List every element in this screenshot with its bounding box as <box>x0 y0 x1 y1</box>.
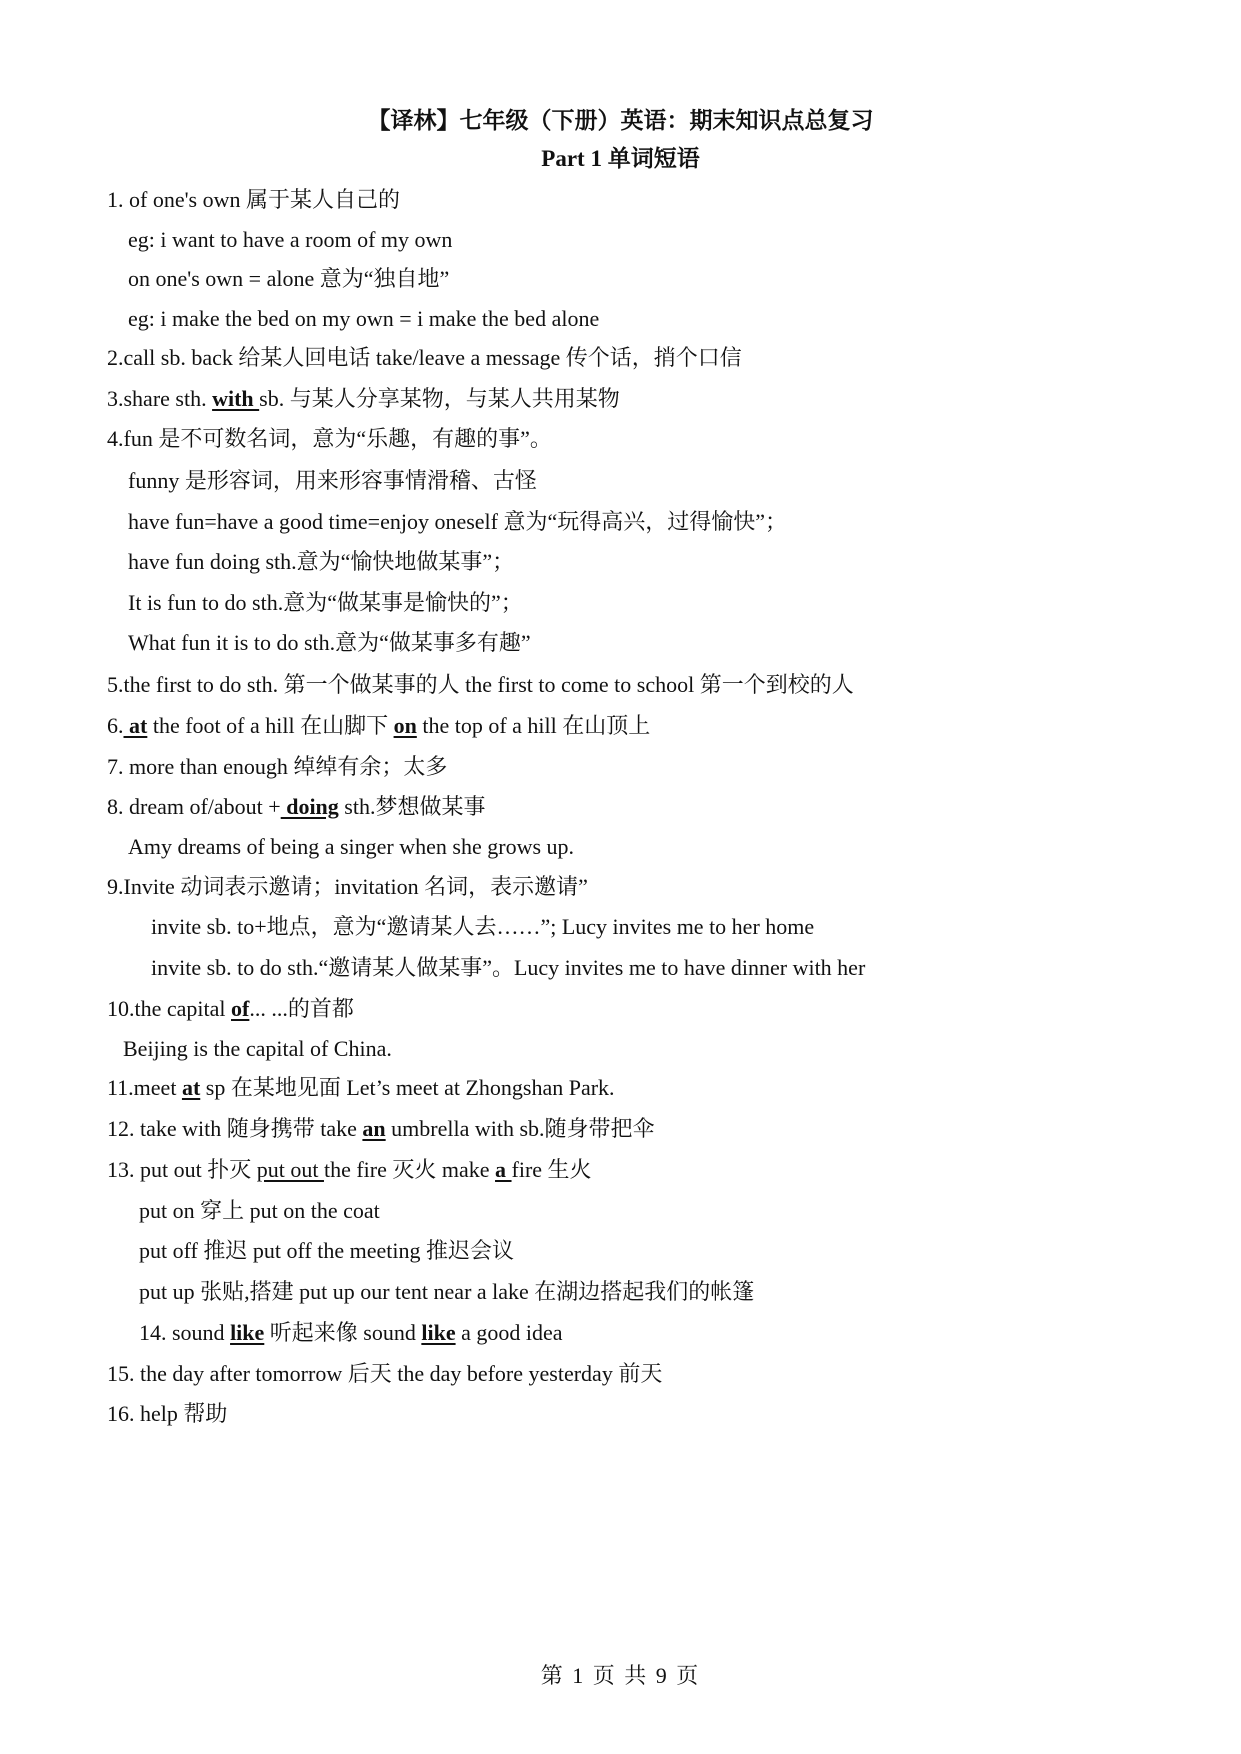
item-13-keyword-a: a <box>495 1157 512 1182</box>
item-16: 16. help 帮助 <box>107 1401 228 1426</box>
item-1: 1. of one's own 属于某人自己的 <box>107 187 401 212</box>
item-13-put-up: put up 张贴,搭建 put up our tent near a lake 在湖边搭起我们的帐篷 <box>139 1279 755 1304</box>
document-title: 【译林】七年级（下册）英语：期末知识点总复习 <box>367 108 874 133</box>
item-14-text-b: 听起来像 sound <box>264 1320 422 1345</box>
item-5: 5.the first to do sth. 第一个做某事的人 the first to come to school 第一个到校的人 <box>107 672 854 697</box>
item-4-have-fun-doing: have fun doing sth.意为“愉快地做某事”； <box>128 549 515 574</box>
item-9-usage-2: invite sb. to do sth.“邀请某人做某事”。Lucy invites me to have dinner with her <box>151 955 866 980</box>
item-3 <box>107 384 620 414</box>
item-11 <box>107 1073 615 1103</box>
item-4-have-fun: have fun=have a good time=enjoy oneself 意为“玩得高兴，过得愉快”； <box>128 509 788 534</box>
item-12-keyword: an <box>362 1116 386 1141</box>
item-14-text-c: a good idea <box>455 1320 563 1345</box>
item-13-keyword-put-out: put out <box>256 1157 324 1182</box>
item-6 <box>107 711 650 741</box>
item-6-text-b: the top of a hill 在山顶上 <box>416 713 651 738</box>
item-9-usage-1: invite sb. to+地点，意为“邀请某人去……”; Lucy invites me to her home <box>151 914 815 939</box>
item-4-funny: funny 是形容词，用来形容事情滑稽、古怪 <box>128 468 537 493</box>
item-10-text-a: 10.the capital <box>107 996 232 1021</box>
item-8-text-b: sth.梦想做某事 <box>338 794 486 819</box>
item-12 <box>107 1114 655 1144</box>
item-2: 2.call sb. back 给某人回电话 take/leave a message 传个话，捎个口信 <box>107 345 742 370</box>
item-11-text-b: sp 在某地见面 Let’s meet at Zhongshan Park. <box>200 1075 615 1100</box>
item-13-text-a: 13. put out 扑灭 <box>107 1157 257 1182</box>
item-12-text-b: umbrella with sb.随身带把伞 <box>385 1116 655 1141</box>
item-1-example-2: eg: i make the bed on my own = i make the bed alone <box>128 306 600 331</box>
item-10 <box>107 994 354 1024</box>
item-1-note: on one's own = alone 意为“独自地” <box>128 266 450 291</box>
section-title: Part 1 单词短语 <box>541 146 700 171</box>
item-3-text-b: sb. 与某人分享某物，与某人共用某物 <box>259 386 620 411</box>
item-11-keyword: at <box>181 1075 201 1100</box>
item-13-text-b: the fire 灭火 make <box>323 1157 496 1182</box>
item-6-text-a: the foot of a hill 在山脚下 <box>147 713 394 738</box>
item-11-text-a: 11.meet <box>107 1075 182 1100</box>
item-4-what-fun: What fun it is to do sth.意为“做某事多有趣” <box>128 630 531 655</box>
page-footer: 第 1 页 共 9 页 <box>540 1663 701 1688</box>
item-6-keyword-on: on <box>393 713 417 738</box>
item-14 <box>139 1318 563 1348</box>
item-15: 15. the day after tomorrow 后天 the day before yesterday 前天 <box>107 1361 663 1386</box>
item-13-put-on: put on 穿上 put on the coat <box>139 1198 380 1223</box>
item-14-keyword-1: like <box>230 1320 265 1345</box>
item-13 <box>107 1155 592 1185</box>
item-13-put-off: put off 推迟 put off the meeting 推迟会议 <box>139 1238 514 1263</box>
item-8 <box>107 792 485 822</box>
item-14-keyword-2: like <box>421 1320 456 1345</box>
item-3-text-a: 3.share sth. <box>107 386 213 411</box>
item-10-example: Beijing is the capital of China. <box>123 1036 392 1061</box>
item-7: 7. more than enough 绰绰有余；太多 <box>107 754 448 779</box>
item-13-text-c: fire 生火 <box>511 1157 592 1182</box>
item-10-keyword: of <box>231 996 250 1021</box>
item-10-text-b: ... ...的首都 <box>249 996 354 1021</box>
item-8-keyword: doing <box>280 794 339 819</box>
item-12-text-a: 12. take with 随身携带 take <box>107 1116 363 1141</box>
item-6-number: 6. <box>107 713 124 738</box>
item-8-example: Amy dreams of being a singer when she grows up. <box>128 834 575 859</box>
item-1-example: eg: i want to have a room of my own <box>128 227 453 252</box>
item-3-keyword: with <box>212 386 260 411</box>
item-9: 9.Invite 动词表示邀请；invitation 名词，表示邀请” <box>107 874 588 899</box>
item-4: 4.fun 是不可数名词，意为“乐趣，有趣的事”。 <box>107 426 552 451</box>
item-8-text-a: 8. dream of/about + <box>107 794 281 819</box>
item-14-text-a: 14. sound <box>139 1320 231 1345</box>
item-6-keyword-at: at <box>123 713 148 738</box>
item-4-it-is-fun: It is fun to do sth.意为“做某事是愉快的”； <box>128 590 523 615</box>
